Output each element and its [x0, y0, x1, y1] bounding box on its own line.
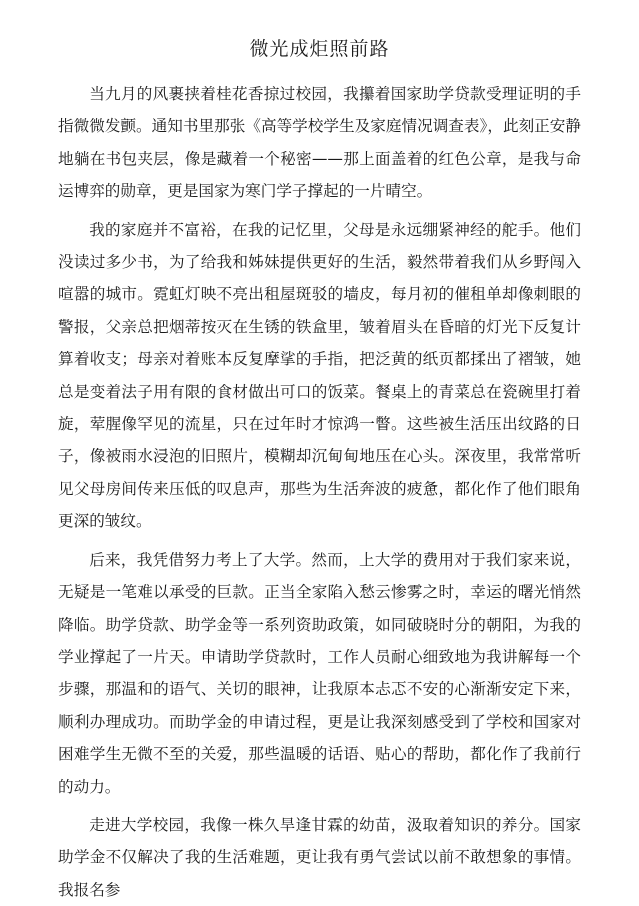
paragraph: 当九月的风裹挟着桂花香掠过校园，我攥着国家助学贷款受理证明的手指微微发颤。通知书里那张《高等学校学生及家庭情况调查表》，此刻正安静地躺在书包夹层，像是藏着一个秘密——那上面盖着的红色公章，是我与命运博弈的勋章，更是国家为寒门学子撑起的一片晴空。 — [58, 85, 581, 201]
paragraph: 后来，我凭借努力考上了大学。然而，上大学的费用对于我们家来说，无疑是一笔难以承受的巨款。正当全家陷入愁云惨雾之时，幸运的曙光悄然降临。助学贷款、助学金等一系列资助政策，如同破晓时分的朝阳，为我的学业撑起了一片天。申请助学贷款时，工作人员耐心细致地为我讲解每一个步骤，那温和的语气、关切的眼神，让我原本忐忑不安的心渐渐安定下来，顺利办理成功。而助学金的申请过程，更是让我深刻感受到了学校和国家对困难学生无微不至的关爱，那些温暖的话语、贴心的帮助，都化作了我前行的动力。 — [58, 550, 581, 796]
document-title: 微光成炬照前路 — [249, 38, 390, 60]
paragraph: 我的家庭并不富裕，在我的记忆里，父母是永远绷紧神经的舵手。他们没读过多少书，为了给我和姊妹提供更好的生活，毅然带着我们从乡野闯入喧嚣的城市。霓虹灯映不亮出租屋斑驳的墙皮，每月初的催租单却像刺眼的警报，父亲总把烟蒂按灭在生锈的铁盒里，皱着眉头在昏暗的灯光下反复计算着收支；母亲对着账本反复摩挲的手指，把泛黄的纸页都揉出了褶皱，她总是变着法子用有限的食材做出可口的饭菜。餐桌上的青菜总在瓷碗里打着旋，荤腥像罕见的流星，只在过年时才惊鸿一瞥。这些被生活压出纹路的日子，像被雨水浸泡的旧照片，模糊却沉甸甸地压在心头。深夜里，我常常听见父母房间传来压低的叹息声，那些为生活奔波的疲惫，都化作了他们眼角更深的皱纹。 — [58, 220, 581, 531]
paragraph: 走进大学校园，我像一株久旱逢甘霖的幼苗，汲取着知识的养分。国家助学金不仅解决了我的生活难题，更让我有勇气尝试以前不敢想象的事情。我报名参 — [58, 815, 581, 899]
